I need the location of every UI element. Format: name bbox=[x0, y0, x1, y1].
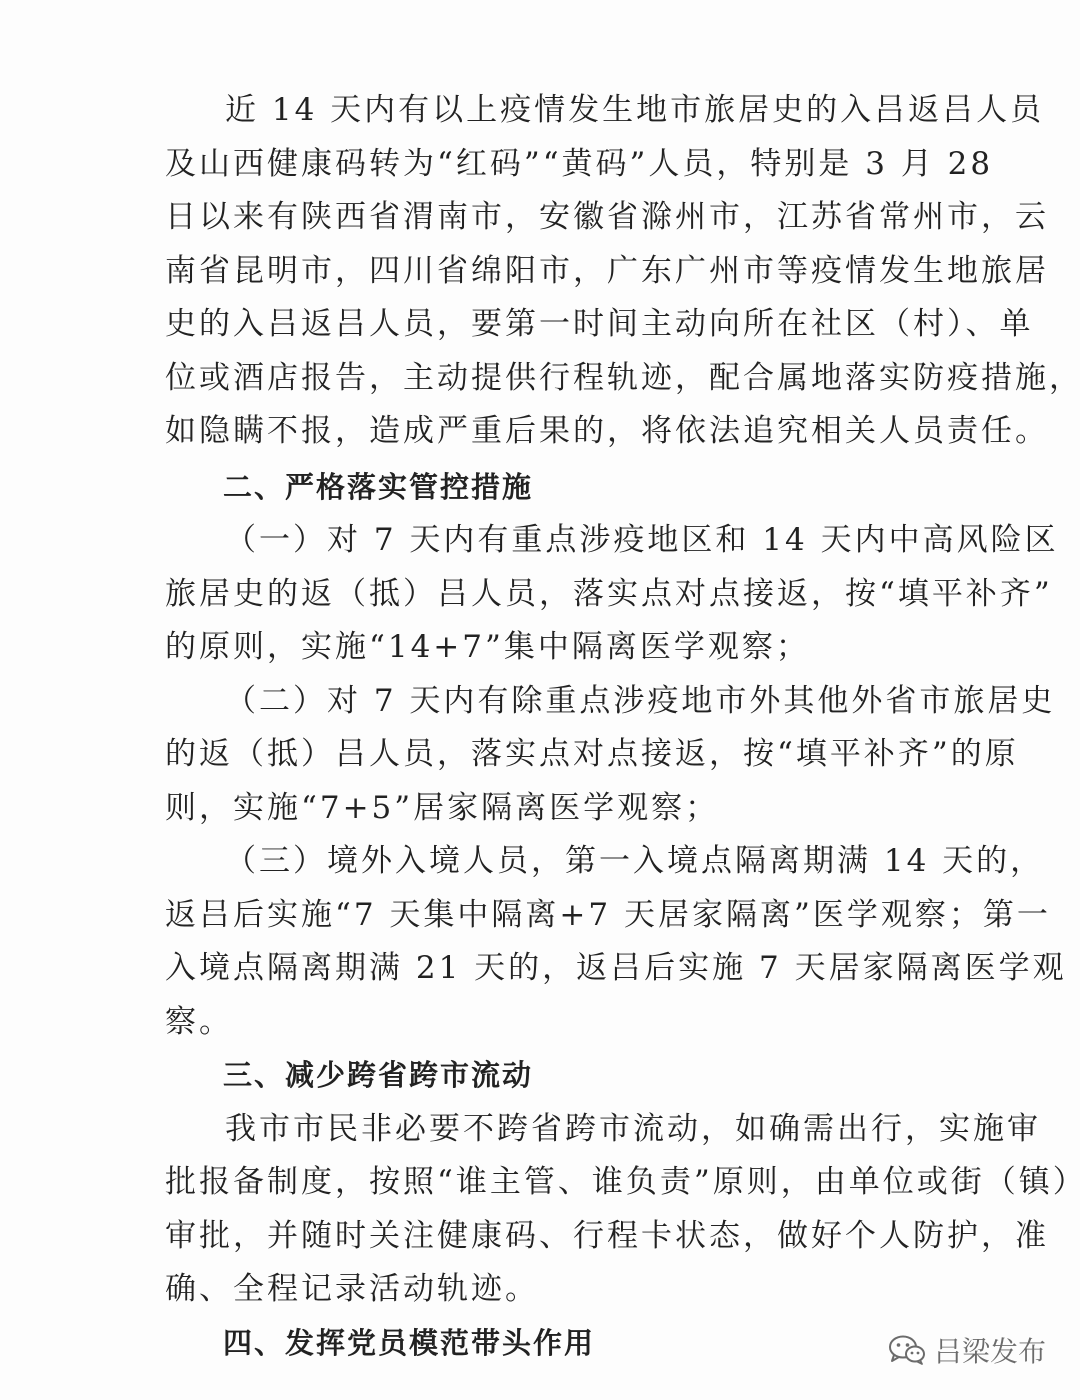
paragraph-travel-approval bbox=[165, 1103, 1087, 1317]
text-line: 旅居史的返（抵）吕人员，落实点对点接返，按“填平补齐” bbox=[165, 575, 1053, 612]
text-line: （一）对 7 天内有重点涉疫地区和 14 天内中高风险区 bbox=[225, 522, 1059, 558]
text-line: 我市市民非必要不跨省跨市流动，如确需出行，实施审 bbox=[225, 1110, 1041, 1147]
section-heading-2: 二、严格落实管控措施 bbox=[223, 469, 534, 504]
paragraph-measure-2 bbox=[165, 675, 1056, 836]
text-line: 返吕后实施“7 天集中隔离+7 天居家隔离”医学观察；第一 bbox=[165, 896, 1051, 933]
text-line: 批报备制度，按照“谁主管、谁负责”原则，由单位或街（镇） bbox=[165, 1164, 1087, 1200]
text-line: 的返（抵）吕人员，落实点对点接返，按“填平补齐”的原 bbox=[165, 736, 1019, 772]
text-line: 确、全程记录活动轨迹。 bbox=[165, 1271, 539, 1307]
paragraph-travel-history bbox=[165, 84, 1083, 459]
text-line: 近 14 天内有以上疫情发生地市旅居史的入吕返吕人员 bbox=[225, 92, 1045, 128]
section-heading-4: 四、发挥党员模范带头作用 bbox=[223, 1325, 596, 1360]
text-line: 如隐瞒不报，造成严重后果的，将依法追究相关人员责任。 bbox=[165, 413, 1049, 449]
section-heading-3: 三、减少跨省跨市流动 bbox=[223, 1058, 534, 1092]
text-line: 则，实施“7+5”居家隔离医学观察； bbox=[165, 789, 720, 826]
text-line: 位或酒店报告，主动提供行程轨迹，配合属地落实防疫措施， bbox=[165, 359, 1083, 396]
text-line: 南省昆明市，四川省绵阳市，广东广州市等疫情发生地旅居 bbox=[165, 252, 1049, 289]
text-line: 审批，并随时关注健康码、行程卡状态，做好个人防护，准 bbox=[165, 1217, 1049, 1254]
text-line: 日以来有陕西省渭南市，安徽省滁州市，江苏省常州市，云 bbox=[165, 199, 1049, 235]
paragraph-measure-1 bbox=[165, 514, 1059, 675]
paragraph-measure-3 bbox=[165, 835, 1067, 1049]
text-line: 史的入吕返吕人员，要第一时间主动向所在社区（村）、单 bbox=[165, 306, 1034, 342]
text-line: 入境点隔离期满 21 天的，返吕后实施 7 天居家隔离医学观 bbox=[165, 950, 1067, 986]
account-watermark bbox=[888, 1330, 1046, 1370]
text-line: 及山西健康码转为“红码”“黄码”人员，特别是 3 月 28 bbox=[165, 145, 994, 182]
text-line: （三）境外入境人员，第一入境点隔离期满 14 天的， bbox=[225, 843, 1045, 879]
text-line: （二）对 7 天内有除重点涉疫地市外其他外省市旅居史 bbox=[225, 682, 1056, 719]
text-line: 的原则，实施“14+7”集中隔离医学观察； bbox=[165, 629, 810, 665]
watermark-label: 吕梁发布 bbox=[933, 1335, 1046, 1368]
wechat-icon bbox=[888, 1334, 926, 1366]
text-line: 察。 bbox=[165, 1003, 233, 1040]
